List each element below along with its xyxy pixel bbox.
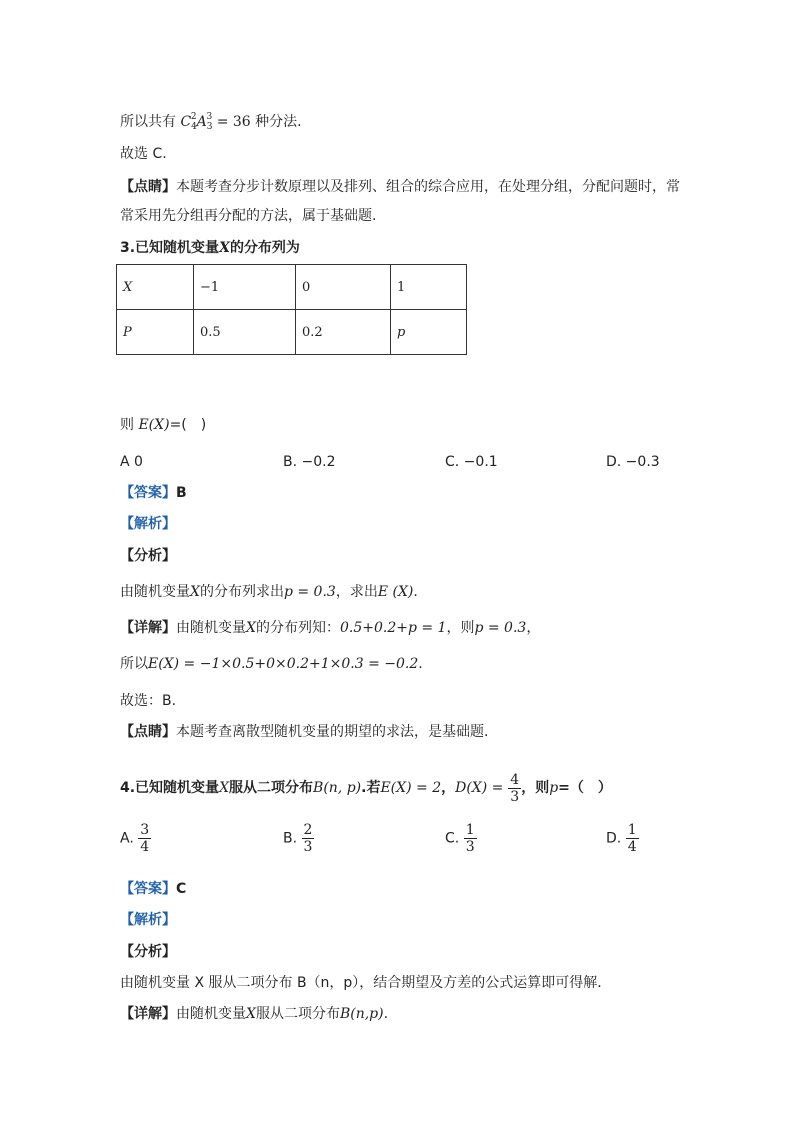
q4-option-a: A. $\frac{3}{4}$ (120, 822, 150, 855)
q4-detail: 【详解】由随机变量X服从二项分布B(n,p). (120, 1006, 389, 1022)
table-row: X −1 0 1 (117, 265, 467, 310)
q3-ask: 则 E(X)=( ) (120, 417, 207, 433)
q4-option-c: C. $\frac{1}{3}$ (445, 822, 475, 855)
q4-analysis-tag: 【解析】 (120, 912, 176, 928)
table-row: P 0.5 0.2 p (117, 310, 467, 355)
q3-choose: 故选：B. (120, 693, 177, 709)
q3-fenxi: 由随机变量X的分布列求出p = 0.3，求出E (X). (120, 584, 418, 600)
q3-option-d: D. −0.3 (606, 454, 660, 470)
q4-fenxi: 由随机变量 X 服从二项分布 B（n，p），结合期望及方差的公式运算即可得解． (120, 975, 612, 991)
q3-fenxi-tag: 【分析】 (120, 548, 176, 564)
q3-answer: 【答案】B (120, 485, 187, 501)
q3-so: 所以E(X) = −1×0.5+0×0.2+1×0.3 = −0.2. (120, 656, 423, 672)
intro-choose: 故选 C. (120, 146, 167, 162)
q4-fenxi-tag: 【分析】 (120, 944, 176, 960)
q4-option-b: B. $\frac{2}{3}$ (283, 822, 313, 855)
q3-note: 【点睛】本题考查离散型随机变量的期望的求法，是基础题. (120, 724, 489, 740)
combination-formula: $C_4^2A_3^3$ (180, 112, 213, 132)
option-fraction: $\frac{1}{3}$ (465, 822, 475, 855)
q3-option-a: A 0 (120, 454, 143, 470)
q4-option-d: D. $\frac{1}{4}$ (606, 822, 637, 855)
intro-note-line-1: 【点睛】本题考查分步计数原理以及排列、组合的综合应用，在处理分组，分配问题时，常 (120, 179, 680, 195)
intro-line-1: 所以共有 $C_4^2A_3^3 = 36$ 种分法. (120, 112, 302, 132)
q4-answer: 【答案】C (120, 881, 187, 897)
q3-option-c: C. −0.1 (445, 454, 498, 470)
q3-stem: 3.已知随机变量X的分布列为 (120, 240, 300, 256)
q4-stem: 4.已知随机变量X服从二项分布B(n, p).若E(X) = 2，D(X) = $\frac{4}{3}$ ，则p=（ ） (120, 771, 612, 805)
option-fraction: $\frac{2}{3}$ (303, 822, 313, 855)
option-fraction: $\frac{1}{4}$ (627, 822, 637, 855)
intro-note-line-2: 常采用先分组再分配的方法，属于基础题. (120, 208, 377, 224)
q4-fraction: $\frac{4}{3}$ (510, 771, 520, 805)
option-fraction: $\frac{3}{4}$ (140, 822, 150, 855)
q3-detail: 【详解】由随机变量X的分布列知：0.5+0.2+p = 1，则p = 0.3， (120, 620, 541, 636)
distribution-table (116, 264, 467, 355)
q3-analysis-tag: 【解析】 (120, 516, 176, 532)
q3-option-b: B. −0.2 (283, 454, 336, 470)
